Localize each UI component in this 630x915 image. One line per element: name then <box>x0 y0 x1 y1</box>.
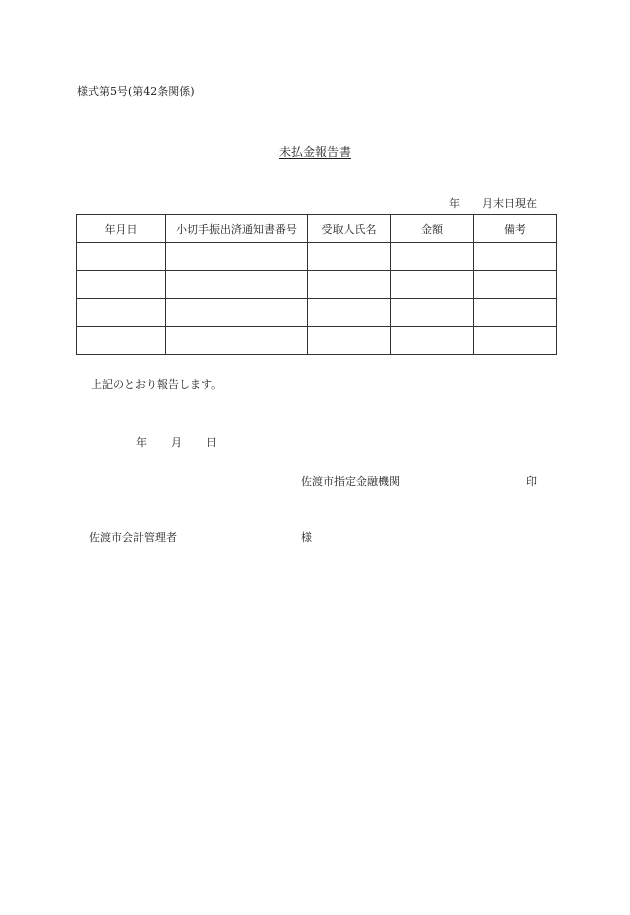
table-cell <box>474 299 557 327</box>
table-cell <box>391 243 474 271</box>
document-title-text: 未払金報告書 <box>278 145 351 159</box>
table-row <box>77 327 557 355</box>
header-remarks: 備考 <box>474 215 557 243</box>
table-cell <box>308 271 391 299</box>
table-cell <box>77 243 166 271</box>
date-day-label: 日 <box>206 436 217 449</box>
as-of-year-label: 年 <box>449 197 460 210</box>
table-cell <box>308 299 391 327</box>
table-cell <box>474 327 557 355</box>
header-amount: 金額 <box>391 215 474 243</box>
table-row <box>77 299 557 327</box>
table-cell <box>77 299 166 327</box>
table-cell <box>474 243 557 271</box>
as-of-month-end-label: 月末日現在 <box>482 197 537 210</box>
header-date: 年月日 <box>77 215 166 243</box>
table-header-row <box>77 215 557 243</box>
table-row <box>77 243 557 271</box>
designated-financial-institution: 佐渡市指定金融機関 <box>301 475 400 488</box>
table-cell <box>391 327 474 355</box>
header-payee-name: 受取人氏名 <box>308 215 391 243</box>
date-year-label: 年 <box>136 436 147 449</box>
date-month-label: 月 <box>171 436 182 449</box>
table-cell <box>77 271 166 299</box>
table-cell <box>308 327 391 355</box>
table-cell <box>391 299 474 327</box>
table-cell <box>77 327 166 355</box>
addressee-honorific: 様 <box>301 531 312 544</box>
table-cell <box>166 271 308 299</box>
report-statement: 上記のとおり報告します。 <box>91 378 223 391</box>
table-cell <box>166 327 308 355</box>
report-table <box>76 214 557 355</box>
table-row <box>77 271 557 299</box>
table-cell <box>308 243 391 271</box>
document-title <box>0 146 630 158</box>
table-cell <box>166 243 308 271</box>
table-cell <box>474 271 557 299</box>
header-check-notice-number: 小切手振出済通知書番号 <box>166 215 308 243</box>
addressee: 佐渡市会計管理者 <box>89 531 177 544</box>
table-cell <box>391 271 474 299</box>
report-date <box>136 437 217 448</box>
as-of-date <box>449 198 537 209</box>
seal-mark: 印 <box>526 475 537 488</box>
table-cell <box>166 299 308 327</box>
form-number: 様式第5号(第42条関係) <box>77 85 195 98</box>
